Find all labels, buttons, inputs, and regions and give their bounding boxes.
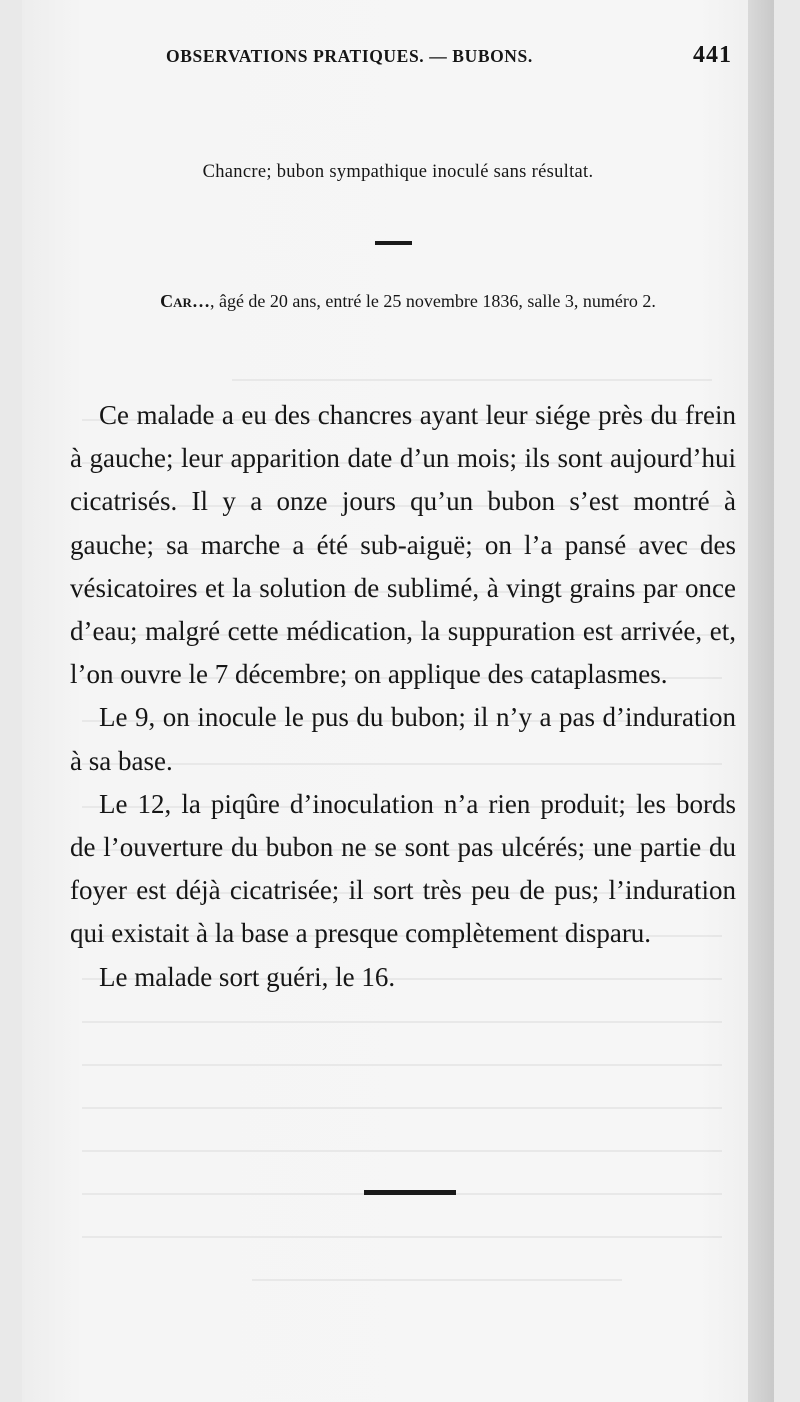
paragraph: Le 12, la piqûre d’inoculation n’a rien produit; les bords de l’ouverture du bubon ne se sont pas ulcérés; une partie du foyer est déjà cicatrisée; il sort très peu de pus; l’induration qui existait à la base a presque complètement disparu. [70,788,736,949]
page-number: 441 [693,42,732,68]
paragraph: Ce malade a eu des chancres ayant leur siége près du frein à gauche; leur apparition date d’un mois; ils sont aujourd’hui cicatrisés. Il y a onze jours qu’un bubon s’est montré à gauche; sa marche a été sub-aiguë; on l’a pansé avec des vésicatoires et la solution de sublimé, à vingt grains par once d’eau; malgré cette médication, la suppuration est arrivée, et, l’on ouvre le 7 décembre; on applique des cataplasmes. [70,400,736,690]
paragraph: Le malade sort guéri, le 16. [99,961,396,992]
body-text [70,394,736,999]
running-head [142,42,732,76]
book-page [22,0,774,1402]
patient-details: , âgé de 20 ans, entré le 25 novembre 1836, salle 3, numéro 2. [209,291,656,311]
end-rule [364,1190,456,1195]
patient-name: Car… [160,291,210,311]
paragraph: Le 9, on inocule le pus du bubon; il n’y a pas d’induration à sa base. [70,702,736,776]
case-info [98,288,718,315]
section-dash [375,241,412,245]
running-title: OBSERVATIONS PRATIQUES. — BUBONS. [166,46,533,66]
page-edge-shadow [748,0,774,1402]
case-title: Chancre; bubon sympathique inoculé sans résultat. [202,162,594,182]
